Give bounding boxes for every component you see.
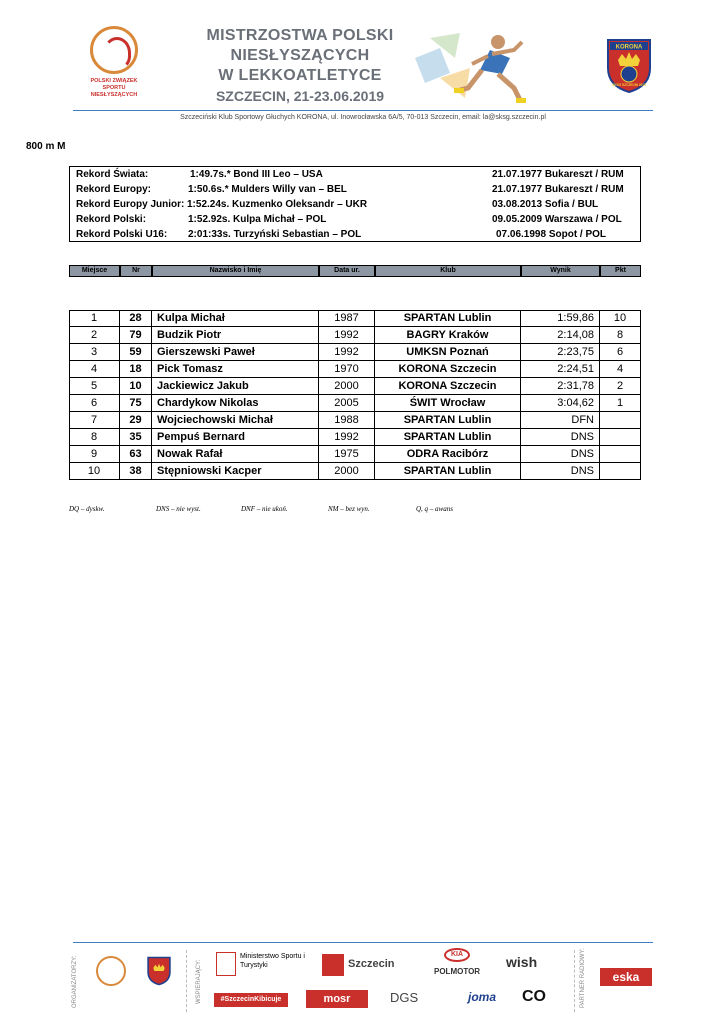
organizer-address: Szczeciński Klub Sportowy Głuchych KORONA, ul. Inowrocławska 6A/5, 70-013 Szczecin, email: la@sksg.szczecin.pl: [180, 114, 546, 121]
cell-place: 8: [69, 429, 120, 446]
cell-club: ŚWIT Wrocław: [375, 395, 521, 412]
table-row: [69, 327, 641, 344]
cell-name: Pempuś Bernard: [152, 429, 319, 446]
cell-birth-year: 1992: [319, 429, 375, 446]
title-line-3: W LEKKOATLETYCE: [218, 67, 382, 84]
cell-result: 1:59,86: [521, 310, 600, 327]
runner-illustration-icon: [410, 28, 530, 108]
col-header-club: Klub: [375, 265, 521, 277]
table-row: [69, 378, 641, 395]
record-row: [70, 199, 640, 214]
korona-logo-sub: SKSG SZCZECIN 2013: [612, 83, 646, 87]
cell-name: Chardykow Nikolas: [152, 395, 319, 412]
cell-result: 2:14,08: [521, 327, 600, 344]
cell-points: [600, 463, 641, 480]
legend-dns: DNS – nie wyst.: [156, 505, 201, 513]
table-row: [69, 310, 641, 327]
record-place: 21.07.1977 Bukareszt / RUM: [492, 169, 624, 180]
korona-footer-logo-icon: [146, 954, 172, 986]
title-line-2: NIESŁYSZĄCYCH: [230, 47, 370, 64]
pzsn-logo: [80, 26, 148, 108]
record-row: [70, 229, 640, 244]
title-line-1: MISTRZOSTWA POLSKI: [206, 27, 394, 44]
cell-points: 4: [600, 361, 641, 378]
cell-result: 3:04,62: [521, 395, 600, 412]
cell-place: 4: [69, 361, 120, 378]
cell-birth-year: 1970: [319, 361, 375, 378]
cell-points: 2: [600, 378, 641, 395]
cell-name: Pick Tomasz: [152, 361, 319, 378]
cell-birth-year: 2005: [319, 395, 375, 412]
cell-birth-year: 1988: [319, 412, 375, 429]
cell-result: DFN: [521, 412, 600, 429]
cell-name: Wojciechowski Michał: [152, 412, 319, 429]
cell-points: 1: [600, 395, 641, 412]
col-header-name: Nazwisko i Imię: [152, 265, 319, 277]
cell-birth-year: 1992: [319, 344, 375, 361]
cell-nr: 63: [120, 446, 152, 463]
cell-nr: 10: [120, 378, 152, 395]
ministry-label: Ministerstwo Sportu i Turystyki: [240, 953, 305, 969]
organizers-label: ORGANIZATORZY:: [72, 955, 78, 1008]
cell-nr: 18: [120, 361, 152, 378]
pzsn-footer-logo-icon: [96, 956, 126, 986]
pzsn-logo-text: POLSKI ZWIĄZEK SPORTU NIESŁYSZĄCYCH: [90, 78, 138, 98]
poland-eagle-icon: [216, 952, 236, 976]
results-header-bar: [69, 265, 641, 277]
cell-place: 7: [69, 412, 120, 429]
cell-place: 6: [69, 395, 120, 412]
support-label: WSPIERAJĄCY:: [196, 959, 202, 1004]
cell-name: Gierszewski Paweł: [152, 344, 319, 361]
cell-place: 5: [69, 378, 120, 395]
cell-name: Jackiewicz Jakub: [152, 378, 319, 395]
cell-result: 2:31,78: [521, 378, 600, 395]
cell-nr: 79: [120, 327, 152, 344]
legend-nm: NM – bez wyn.: [328, 505, 370, 513]
cell-result: 2:23,75: [521, 344, 600, 361]
szczecin-logo-icon: [322, 954, 344, 976]
cell-club: BAGRY Kraków: [375, 327, 521, 344]
cell-place: 2: [69, 327, 120, 344]
cell-name: Nowak Rafał: [152, 446, 319, 463]
record-place: 21.07.1977 Bukareszt / RUM: [492, 184, 624, 195]
record-performance: 1:50.6s.* Mulders Willy van – BEL: [188, 184, 347, 195]
col-header-place: Miejsce: [69, 265, 120, 277]
cell-club: ODRA Racibórz: [375, 446, 521, 463]
record-label: Rekord Europy:: [76, 184, 152, 195]
col-header-nr: Nr: [120, 265, 152, 277]
cell-result: DNS: [521, 429, 600, 446]
polmotor-label: POLMOTOR: [434, 967, 481, 976]
cell-club: SPARTAN Lublin: [375, 412, 521, 429]
cell-club: KORONA Szczecin: [375, 378, 521, 395]
cell-birth-year: 1992: [319, 327, 375, 344]
cell-name: Kulpa Michał: [152, 310, 319, 327]
hashtag-badge: #SzczecinKibicuje: [214, 993, 288, 1007]
header-divider: [73, 110, 653, 111]
record-row: [70, 169, 640, 184]
page-title: [190, 26, 410, 106]
korona-logo-text: KORONA: [615, 44, 643, 51]
pzsn-emblem-icon: [90, 26, 138, 74]
record-row: [70, 184, 640, 199]
cell-place: 10: [69, 463, 120, 480]
col-header-birth: Data ur.: [319, 265, 375, 277]
cell-points: [600, 429, 641, 446]
cell-club: SPARTAN Lublin: [375, 310, 521, 327]
footer-divider: [73, 942, 653, 943]
cell-club: KORONA Szczecin: [375, 361, 521, 378]
cell-nr: 59: [120, 344, 152, 361]
table-row: [69, 446, 641, 463]
results-table: [69, 310, 641, 480]
cell-result: DNS: [521, 463, 600, 480]
table-row: [69, 463, 641, 480]
mosr-logo: mosr: [306, 990, 368, 1008]
cell-nr: 75: [120, 395, 152, 412]
cell-place: 3: [69, 344, 120, 361]
legend-dnf: DNF – nie ukoń.: [241, 505, 288, 513]
cell-nr: 35: [120, 429, 152, 446]
cell-nr: 38: [120, 463, 152, 480]
cell-birth-year: 2000: [319, 463, 375, 480]
cell-birth-year: 1987: [319, 310, 375, 327]
record-performance: 1:52.92s. Kulpa Michał – POL: [188, 214, 327, 225]
radio-partner-label: PARTNER RADIOWY:: [580, 948, 586, 1008]
cell-place: 1: [69, 310, 120, 327]
col-header-points: Pkt: [600, 265, 641, 277]
cell-result: 2:24,51: [521, 361, 600, 378]
table-row: [69, 344, 641, 361]
table-row: [69, 395, 641, 412]
cell-name: Stępniowski Kacper: [152, 463, 319, 480]
cell-name: Budzik Piotr: [152, 327, 319, 344]
kia-logo: KIA: [444, 948, 470, 962]
record-place: 09.05.2009 Warszawa / POL: [492, 214, 622, 225]
cell-place: 9: [69, 446, 120, 463]
record-label: Rekord Europy Junior:: [76, 199, 185, 210]
cell-nr: 28: [120, 310, 152, 327]
wish-logo: wish: [506, 954, 538, 970]
szczecin-label: Szczecin: [348, 958, 395, 970]
cell-points: [600, 412, 641, 429]
table-row: [69, 361, 641, 378]
cell-nr: 29: [120, 412, 152, 429]
record-place: 07.06.1998 Sopot / POL: [496, 229, 607, 240]
event-name: 800 m M: [26, 141, 66, 152]
table-row: [69, 429, 641, 446]
dgs-logo: DGS: [390, 990, 419, 1005]
table-row: [69, 412, 641, 429]
legend-q: Q, q – awans: [416, 505, 453, 513]
cell-club: UMKSN Poznań: [375, 344, 521, 361]
cell-birth-year: 1975: [319, 446, 375, 463]
cell-birth-year: 2000: [319, 378, 375, 395]
joma-logo: joma: [468, 990, 497, 1004]
records-box: [69, 166, 641, 242]
korona-logo: [604, 34, 654, 94]
record-label: Rekord Polski:: [76, 214, 147, 225]
legend-dq: DQ – dyskw.: [69, 505, 105, 513]
record-performance: 1:49.7s.* Bond III Leo – USA: [190, 169, 323, 180]
eska-logo: eska: [600, 968, 652, 986]
cell-points: 10: [600, 310, 641, 327]
cell-points: 8: [600, 327, 641, 344]
cell-club: SPARTAN Lublin: [375, 429, 521, 446]
record-place: 03.08.2013 Sofia / BUL: [492, 199, 599, 210]
title-subtitle: SZCZECIN, 21-23.06.2019: [215, 88, 385, 104]
co-logo: CO: [522, 988, 546, 1005]
cell-club: SPARTAN Lublin: [375, 463, 521, 480]
col-header-result: Wynik: [521, 265, 600, 277]
record-performance: 2:01:33s. Turzyński Sebastian – POL: [188, 229, 362, 240]
cell-points: [600, 446, 641, 463]
record-row: [70, 214, 640, 229]
record-label: Rekord Świata:: [76, 169, 149, 180]
cell-points: 6: [600, 344, 641, 361]
record-performance: 1:52.24s. Kuzmenko Oleksandr – UKR: [187, 199, 368, 210]
record-label: Rekord Polski U16:: [76, 229, 168, 240]
cell-result: DNS: [521, 446, 600, 463]
